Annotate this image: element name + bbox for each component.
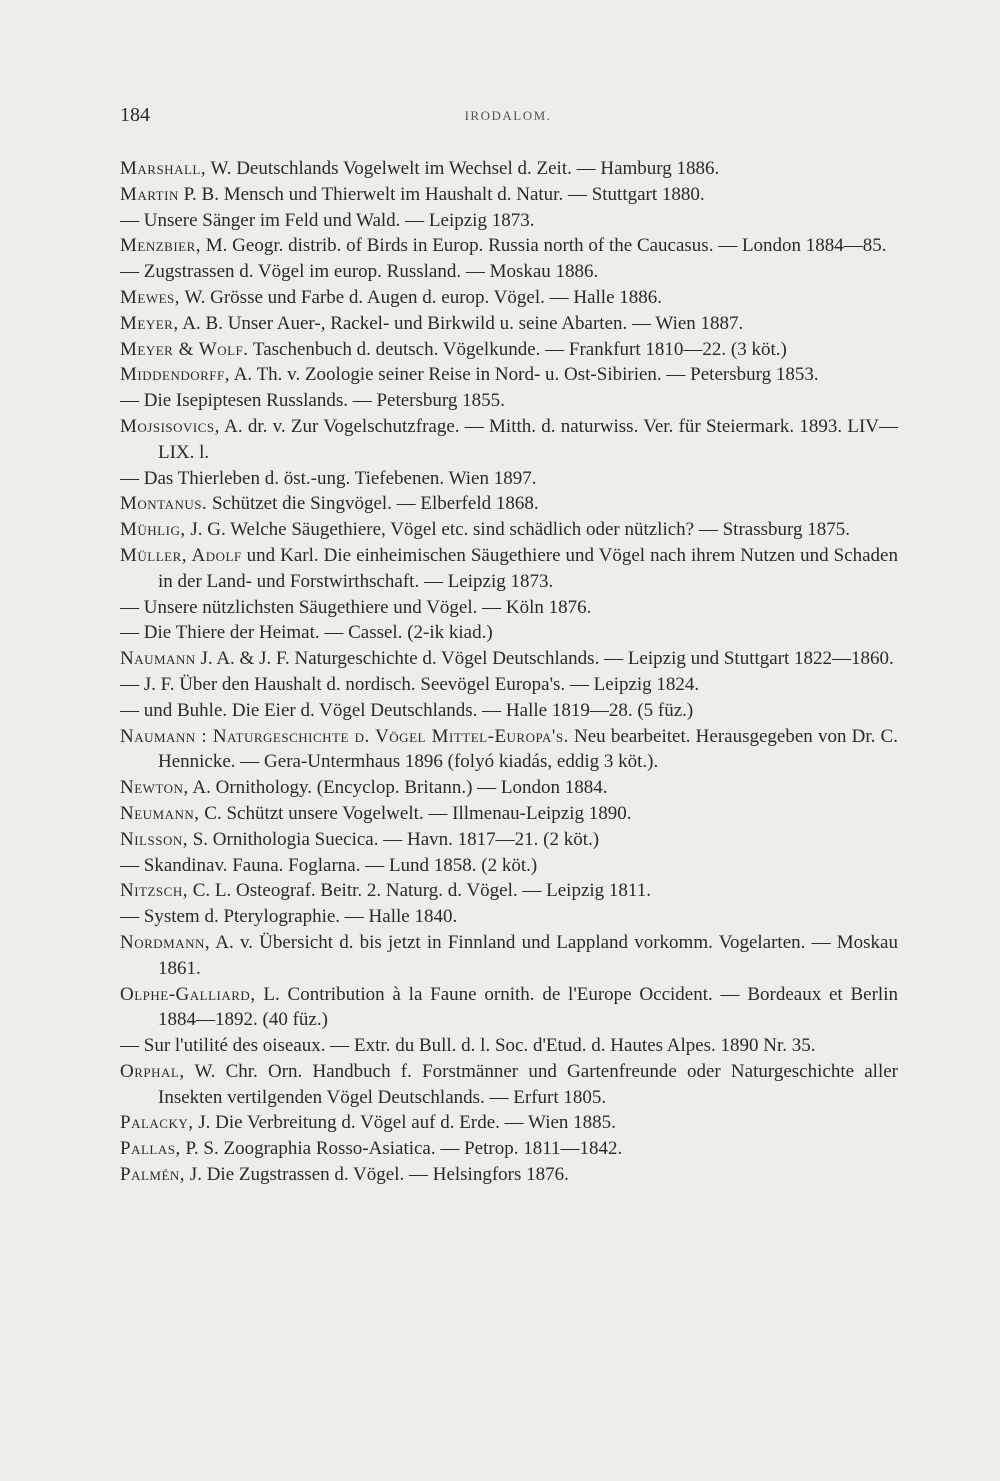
- entry-author: Marshall,: [120, 158, 207, 179]
- bibliography-entry: [120, 1136, 898, 1162]
- bibliography-entry: [120, 1110, 898, 1136]
- page-header: [120, 104, 896, 132]
- bibliography-entry: [120, 620, 898, 646]
- entry-author: —: [120, 261, 139, 283]
- bibliography-entry: [120, 595, 898, 621]
- entry-text: A. Ornithology. (Encyclop. Britann.) — London 1884.: [188, 777, 608, 799]
- entry-author: Nitzsch,: [120, 880, 188, 902]
- entry-author: —: [120, 209, 139, 231]
- entry-text: J. Die Verbreitung d. Vögel auf d. Erde. — Wien 1885.: [193, 1112, 616, 1134]
- bibliography-list: [120, 156, 898, 1188]
- entry-author: Müller, Adolf: [120, 544, 242, 566]
- entry-text: Schützet die Singvögel. — Elberfeld 1868.: [207, 493, 539, 515]
- entry-author: Menzbier,: [120, 235, 202, 257]
- bibliography-entry: [120, 646, 898, 672]
- bibliography-entry: [120, 156, 898, 182]
- bibliography-entry: [120, 233, 898, 259]
- entry-text: C. Schützt unsere Vogelwelt. — Illmenau-Leipzig 1890.: [199, 802, 632, 824]
- bibliography-entry: [120, 543, 898, 595]
- bibliography-entry: [120, 362, 898, 388]
- entry-text: und Karl. Die einheimischen Säugethiere und Vögel nach ihrem Nutzen und Schaden in der Land- und Forstwirthschaft. — Leipzig 1873.: [158, 544, 898, 592]
- entry-text: A. B. Unser Auer-, Rackel- und Birkwild u. seine Abarten. — Wien 1887.: [178, 312, 744, 334]
- entry-text: System d. Pterylographie. — Halle 1840.: [139, 906, 458, 928]
- entry-text: W. Chr. Orn. Handbuch f. Forstmänner und Gartenfreunde oder Naturgeschichte aller Insekten vertilgenden Vögel Deutschlands. — Erfurt 1805.: [158, 1060, 898, 1108]
- entry-author: —: [120, 467, 139, 489]
- entry-author: —: [120, 854, 139, 876]
- entry-text: A. v. Übersicht d. bis jetzt in Finnland und Lappland vorkomm. Vogelarten. — Moskau 1861.: [158, 931, 898, 979]
- bibliography-entry: [120, 285, 898, 311]
- entry-author: —: [120, 906, 139, 928]
- page-number: 184: [120, 104, 150, 126]
- bibliography-entry: [120, 930, 898, 982]
- entry-text: Die Thiere der Heimat. — Cassel. (2-ik kiad.): [139, 622, 493, 644]
- entry-text: A. dr. v. Zur Vogelschutzfrage. — Mitth. d. naturwiss. Ver. für Steiermark. 1893. LIV—LIX. l.: [158, 415, 898, 463]
- bibliography-entry: [120, 724, 898, 776]
- entry-text: und Buhle. Die Eier d. Vögel Deutschlands. — Halle 1819—28. (5 füz.): [139, 699, 694, 721]
- entry-author: Mojsisovics,: [120, 415, 220, 437]
- entry-author: Meyer,: [120, 312, 179, 334]
- entry-text: J. Die Zugstrassen d. Vögel. — Helsingfors 1876.: [185, 1164, 569, 1186]
- entry-text: P. B. Mensch und Thierwelt im Haushalt d. Natur. — Stuttgart 1880.: [178, 183, 705, 205]
- entry-author: Newton,: [120, 777, 189, 799]
- bibliography-entry: [120, 466, 898, 492]
- entry-text: W. Deutschlands Vogelwelt im Wechsel d. Zeit. — Hamburg 1886.: [206, 158, 720, 179]
- bibliography-entry: [120, 672, 898, 698]
- entry-author: Neumann,: [120, 802, 200, 824]
- bibliography-entry: [120, 337, 898, 363]
- entry-author: Olphe-Galliard,: [120, 983, 256, 1005]
- bibliography-entry: [120, 491, 898, 517]
- entry-author: Montanus.: [120, 493, 208, 515]
- entry-text: Unsere Sänger im Feld und Wald. — Leipzig 1873.: [139, 209, 535, 231]
- entry-author: Orphal,: [120, 1060, 185, 1082]
- entry-author: —: [120, 596, 139, 618]
- entry-text: Neu bearbeitet. Herausgegeben von Dr. C. Hennicke. — Gera-Untermhaus 1896 (folyó kiadás, eddig 3 köt.).: [158, 725, 898, 773]
- entry-author: —: [120, 622, 139, 644]
- bibliography-entry: [120, 698, 898, 724]
- entry-text: Das Thierleben d. öst.-ung. Tiefebenen. Wien 1897.: [139, 467, 537, 489]
- entry-author: Mewes,: [120, 286, 181, 308]
- bibliography-entry: [120, 1033, 898, 1059]
- bibliography-entry: [120, 878, 898, 904]
- bibliography-entry: [120, 388, 898, 414]
- entry-author: Middendorff,: [120, 364, 230, 386]
- entry-author: Palacky,: [120, 1112, 194, 1134]
- entry-text: S. Ornithologia Suecica. — Havn. 1817—21. (2 köt.): [187, 828, 600, 850]
- entry-author: Palmén,: [120, 1164, 186, 1186]
- bibliography-entry: [120, 414, 898, 466]
- bibliography-entry: [120, 801, 898, 827]
- entry-text: Skandinav. Fauna. Foglarna. — Lund 1858. (2 köt.): [139, 854, 538, 876]
- entry-author: Martin: [120, 183, 179, 205]
- bibliography-entry: [120, 827, 898, 853]
- entry-text: J. A. & J. F. Naturgeschichte d. Vögel Deutschlands. — Leipzig und Stuttgart 1822—1860.: [195, 648, 894, 670]
- entry-text: A. Th. v. Zoologie seiner Reise in Nord- u. Ost-Sibirien. — Petersburg 1853.: [230, 364, 819, 386]
- entry-author: —: [120, 673, 139, 695]
- entry-text: M. Geogr. distrib. of Birds in Europ. Russia north of the Caucasus. — London 1884—85.: [201, 235, 887, 257]
- entry-author: Meyer & Wolf.: [120, 338, 249, 360]
- bibliography-entry: [120, 311, 898, 337]
- entry-text: P. S. Zoographia Rosso-Asiatica. — Petrop. 1811—1842.: [180, 1138, 623, 1160]
- bibliography-entry: [120, 904, 898, 930]
- entry-text: Sur l'utilité des oiseaux. — Extr. du Bull. d. l. Soc. d'Etud. d. Hautes Alpes. 1890 Nr. 35.: [139, 1035, 816, 1057]
- entry-text: Zugstrassen d. Vögel im europ. Russland. — Moskau 1886.: [139, 261, 599, 283]
- entry-text: W. Grösse und Farbe d. Augen d. europ. Vögel. — Halle 1886.: [180, 286, 663, 308]
- bibliography-entry: [120, 259, 898, 285]
- bibliography-entry: [120, 982, 898, 1034]
- running-title: IRODALOM.: [464, 108, 552, 123]
- entry-text: C. L. Osteograf. Beitr. 2. Naturg. d. Vögel. — Leipzig 1811.: [187, 880, 651, 902]
- entry-author: Nordmann,: [120, 931, 211, 953]
- entry-author: —: [120, 1035, 139, 1057]
- entry-text: Die Isepiptesen Russlands. — Petersburg 1855.: [139, 390, 505, 412]
- entry-author: —: [120, 390, 139, 412]
- entry-author: Mühlig,: [120, 519, 186, 541]
- bibliography-entry: [120, 775, 898, 801]
- entry-text: Unsere nützlichsten Säugethiere und Vögel. — Köln 1876.: [139, 596, 592, 618]
- entry-author: Naumann: [120, 648, 196, 670]
- bibliography-entry: [120, 1162, 898, 1188]
- bibliography-entry: [120, 517, 898, 543]
- entry-author: Nilsson,: [120, 828, 188, 850]
- entry-author: Pallas,: [120, 1138, 181, 1160]
- bibliography-entry: [120, 182, 898, 208]
- entry-author: Naumann : Naturgeschichte d. Vögel Mittel-Europa's.: [120, 725, 569, 747]
- entry-text: Taschenbuch d. deutsch. Vögelkunde. — Frankfurt 1810—22. (3 köt.): [248, 338, 787, 360]
- entry-text: J. G. Welche Säugethiere, Vögel etc. sind schädlich oder nützlich? — Strassburg 1875.: [185, 519, 850, 541]
- entry-text: J. F. Über den Haushalt d. nordisch. Seevögel Europa's. — Leipzig 1824.: [139, 673, 700, 695]
- bibliography-entry: [120, 853, 898, 879]
- bibliography-entry: [120, 208, 898, 234]
- entry-author: —: [120, 699, 139, 721]
- entry-text: L. Contribution à la Faune ornith. de l'Europe Occident. — Bordeaux et Berlin 1884—1892. (40 füz.): [158, 983, 898, 1031]
- bibliography-entry: [120, 1059, 898, 1111]
